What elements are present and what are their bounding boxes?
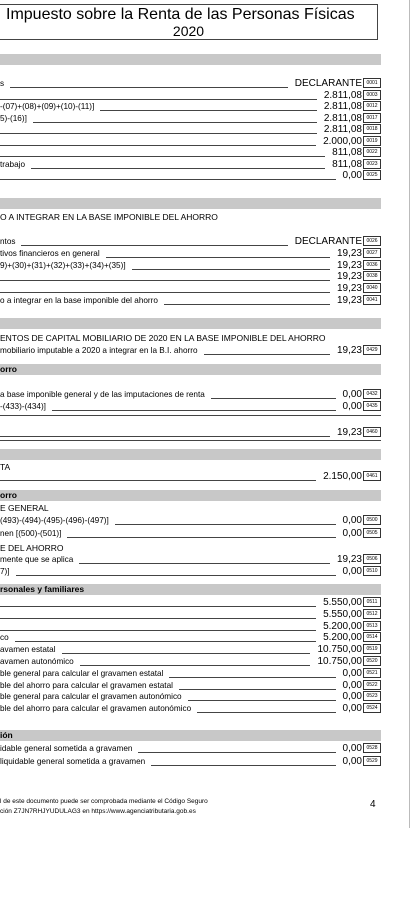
row-label: ble del ahorro para calcular el gravamen estatal (0, 680, 173, 690)
row-label: trabajo (0, 159, 26, 169)
footer-line-1: l de este documento puede ser comprobada mediante el Código Seguro (0, 798, 208, 805)
row-leader-line (0, 145, 316, 146)
page-number: 4 (370, 799, 376, 810)
row-code-box: 0505 (363, 528, 381, 538)
row-code-box: 0019 (363, 136, 381, 146)
row-leader-line (0, 133, 317, 134)
form-row (0, 78, 381, 89)
row-value: 5.200,00 (323, 620, 362, 632)
row-code-box: 0511 (363, 597, 381, 607)
form-row (0, 124, 381, 135)
form-row (0, 136, 381, 147)
row-label: ble del ahorro para calcular el gravamen autonómico (0, 704, 192, 714)
row-label: -(07)+(08)+(09)+(10)-(11)] (0, 102, 95, 111)
row-leader-line (106, 257, 330, 258)
row-value: 5.550,00 (323, 597, 362, 608)
row-code-box: 0461 (363, 471, 381, 481)
form-row (0, 621, 381, 632)
form-row (0, 644, 381, 655)
row-leader-line (138, 752, 336, 753)
row-code-box: 0522 (363, 680, 381, 690)
form-row (0, 756, 381, 767)
form-row (0, 597, 381, 608)
row-code-box: 0026 (363, 236, 381, 246)
section-h-band: rsonales y familiares (0, 584, 381, 595)
row-value: 19,23 (336, 554, 362, 565)
row-label: avamen autonómico (0, 657, 74, 666)
row-value: 19,23 (336, 295, 362, 306)
row-label: 9)+(30)+(31)+(32)+(33)+(34)+(35)] (0, 260, 126, 270)
section-d-band: orro (0, 364, 381, 375)
row-leader-line (164, 304, 330, 305)
row-code-box: 0001 (363, 78, 381, 88)
row-leader-line (31, 168, 325, 169)
row-value: 2.811,08 (323, 112, 362, 124)
form-row (0, 101, 381, 112)
form-row (0, 248, 381, 259)
row-code-box: 0512 (363, 609, 381, 619)
row-leader-line (67, 537, 336, 538)
form-row (0, 427, 381, 438)
row-code-box: 0514 (363, 632, 381, 642)
row-value: DECLARANTE (294, 236, 362, 247)
section-i-band: ión (0, 730, 381, 741)
form-row (0, 345, 381, 356)
row-value: 0,00 (342, 389, 362, 400)
row-code-box: 0429 (363, 345, 381, 355)
row-code-box: 0460 (363, 427, 381, 437)
row-code-box: 0023 (363, 159, 381, 169)
row-value: 811,08 (332, 158, 362, 170)
row-code-box: 0519 (363, 644, 381, 654)
row-value: 0,00 (342, 755, 362, 767)
row-value: DECLARANTE (294, 78, 362, 89)
row-code-box: 0018 (363, 124, 381, 134)
row-code-box: 0036 (363, 260, 381, 270)
form-year: 2020 (172, 23, 205, 39)
row-code-box: 0012 (363, 101, 381, 111)
form-row (0, 680, 381, 691)
row-code-box: 0017 (363, 113, 381, 123)
form-row (0, 632, 381, 643)
row-value: 0,00 (342, 170, 362, 181)
row-leader-line (188, 700, 336, 701)
form-row (0, 691, 381, 702)
section-band (0, 318, 381, 329)
row-code-box: 0506 (363, 554, 381, 564)
row-code-box: 0528 (363, 743, 381, 753)
row-code-box: 0432 (363, 389, 381, 399)
form-row (0, 528, 381, 539)
row-code-box: 0041 (363, 295, 381, 305)
form-row (0, 90, 381, 101)
row-label: a base imponible general y de las imputaciones de renta (0, 390, 205, 399)
row-label: co (0, 633, 9, 643)
footer-line-2: ción Z7JN7RHJYUDULAG3 en https://www.agenciatributaria.gob.es (0, 808, 196, 815)
form-row (0, 260, 381, 271)
row-value: 0,00 (342, 566, 362, 577)
row-value: 0,00 (342, 743, 362, 754)
row-leader-line (100, 110, 317, 111)
row-value: 19,23 (336, 271, 362, 283)
row-leader-line (179, 689, 336, 690)
section-band (0, 198, 381, 209)
form-row (0, 147, 381, 158)
row-value: 2.811,08 (323, 89, 362, 101)
row-leader-line (211, 398, 336, 399)
row-value: 19,23 (336, 427, 362, 438)
row-label: ble general para calcular el gravamen estatal (0, 668, 164, 678)
row-value: 19,23 (336, 345, 362, 356)
row-label: mente que se aplica (0, 555, 74, 564)
row-code-box: 0521 (363, 668, 381, 678)
row-label: tivos financieros en general (0, 248, 100, 258)
form-row (0, 566, 381, 577)
form-row (0, 159, 381, 170)
row-value: 811,08 (332, 147, 362, 158)
row-leader-line (0, 99, 317, 100)
form-row (0, 515, 381, 526)
row-code-box: 0529 (363, 756, 381, 766)
row-value: 5.550,00 (323, 608, 362, 620)
row-leader-line (197, 712, 336, 713)
form-row (0, 236, 381, 247)
row-value: 2.150,00 (323, 471, 362, 482)
row-code-box: 0040 (363, 283, 381, 293)
section-band (0, 54, 381, 65)
row-leader-line (80, 665, 310, 666)
row-code-box: 0524 (363, 703, 381, 713)
row-value: 5.200,00 (323, 632, 362, 644)
row-label: ntos (0, 237, 16, 246)
row-label: 7)] (0, 567, 10, 576)
row-value: 2.000,00 (323, 135, 362, 147)
form-row (0, 554, 381, 565)
row-value: 0,00 (342, 667, 362, 679)
row-leader-line (132, 269, 330, 270)
row-value: 0,00 (342, 400, 362, 412)
row-leader-line (0, 179, 336, 180)
row-leader-line (0, 156, 325, 157)
row-label: avamen estatal (0, 645, 56, 655)
form-row (0, 609, 381, 620)
row-code-box: 0435 (363, 401, 381, 411)
row-leader-line (0, 480, 316, 481)
section-f-title: TA (0, 462, 11, 472)
row-leader-line (15, 641, 316, 642)
row-value: 0,00 (342, 528, 362, 539)
row-label: liquidable general sometida a gravamen (0, 756, 146, 766)
divider (0, 415, 381, 416)
row-leader-line (0, 618, 316, 619)
row-leader-line (62, 653, 310, 654)
row-code-box: 0523 (363, 691, 381, 701)
row-value: 0,00 (342, 691, 362, 703)
subsection-ahorro-title: E DEL AHORRO (0, 543, 64, 553)
subsection-general-title: E GENERAL (0, 503, 49, 513)
row-leader-line (204, 354, 330, 355)
row-value: 19,23 (336, 259, 362, 271)
row-label: o a integrar en la base imponible del ahorro (0, 296, 158, 305)
form-row (0, 170, 381, 181)
form-row (0, 743, 381, 754)
row-code-box: 0510 (363, 566, 381, 576)
row-value: 2.811,08 (323, 101, 362, 112)
form-row (0, 271, 381, 282)
row-label: idable general sometida a gravamen (0, 744, 133, 753)
row-label: s (0, 79, 5, 88)
row-label: (493)-(494)-(495)-(496)-(497)] (0, 516, 109, 525)
row-leader-line (0, 606, 316, 607)
row-leader-line (0, 280, 330, 281)
row-code-box: 0520 (363, 656, 381, 666)
divider (0, 440, 381, 441)
row-leader-line (0, 292, 330, 293)
row-leader-line (16, 575, 336, 576)
row-value: 2.811,08 (323, 124, 362, 135)
section-band (0, 449, 381, 460)
row-code-box: 0038 (363, 271, 381, 281)
form-row (0, 668, 381, 679)
row-leader-line (115, 524, 336, 525)
row-code-box: 0500 (363, 515, 381, 525)
row-label: 5)-(16)] (0, 113, 27, 123)
row-label: nen [(500)-(501)] (0, 529, 62, 538)
row-value: 19,23 (336, 247, 362, 259)
row-leader-line (0, 630, 316, 631)
row-code-box: 0513 (363, 621, 381, 631)
row-leader-line (151, 765, 336, 766)
form-row (0, 113, 381, 124)
row-label: -(433)-(434)] (0, 401, 46, 411)
row-leader-line (21, 245, 288, 246)
section-c-title: ENTOS DE CAPITAL MOBILIARIO DE 2020 EN LA BASE IMPONIBLE DEL AHORRO (0, 333, 326, 343)
form-row (0, 283, 381, 294)
form-row (0, 703, 381, 714)
form-header (0, 4, 378, 40)
row-value: 0,00 (342, 515, 362, 526)
row-value: 10.750,00 (317, 656, 362, 667)
row-leader-line (33, 122, 317, 123)
row-label: ble general para calcular el gravamen autonómico (0, 692, 182, 702)
row-code-box: 0022 (363, 147, 381, 157)
row-code-box: 0025 (363, 170, 381, 180)
form-row (0, 401, 381, 412)
section-b-title: O A INTEGRAR EN LA BASE IMPONIBLE DEL AHORRO (0, 212, 218, 222)
row-code-box: 0003 (363, 90, 381, 100)
row-leader-line (0, 436, 330, 437)
form-title: Impuesto sobre la Renta de las Personas Físicas (6, 6, 355, 23)
form-row (0, 471, 381, 482)
form-row (0, 656, 381, 667)
form-row (0, 389, 381, 400)
form-row (0, 295, 381, 306)
row-label: mobiliario imputable a 2020 a integrar en la B.I. ahorro (0, 346, 198, 355)
row-leader-line (10, 87, 288, 88)
row-leader-line (52, 410, 336, 411)
row-value: 0,00 (342, 703, 362, 715)
section-g-band: orro (0, 490, 381, 501)
row-leader-line (79, 563, 330, 564)
row-value: 10.750,00 (317, 644, 362, 656)
row-value: 19,23 (336, 283, 362, 295)
row-value: 0,00 (342, 679, 362, 691)
row-leader-line (169, 677, 336, 678)
row-code-box: 0027 (363, 248, 381, 258)
